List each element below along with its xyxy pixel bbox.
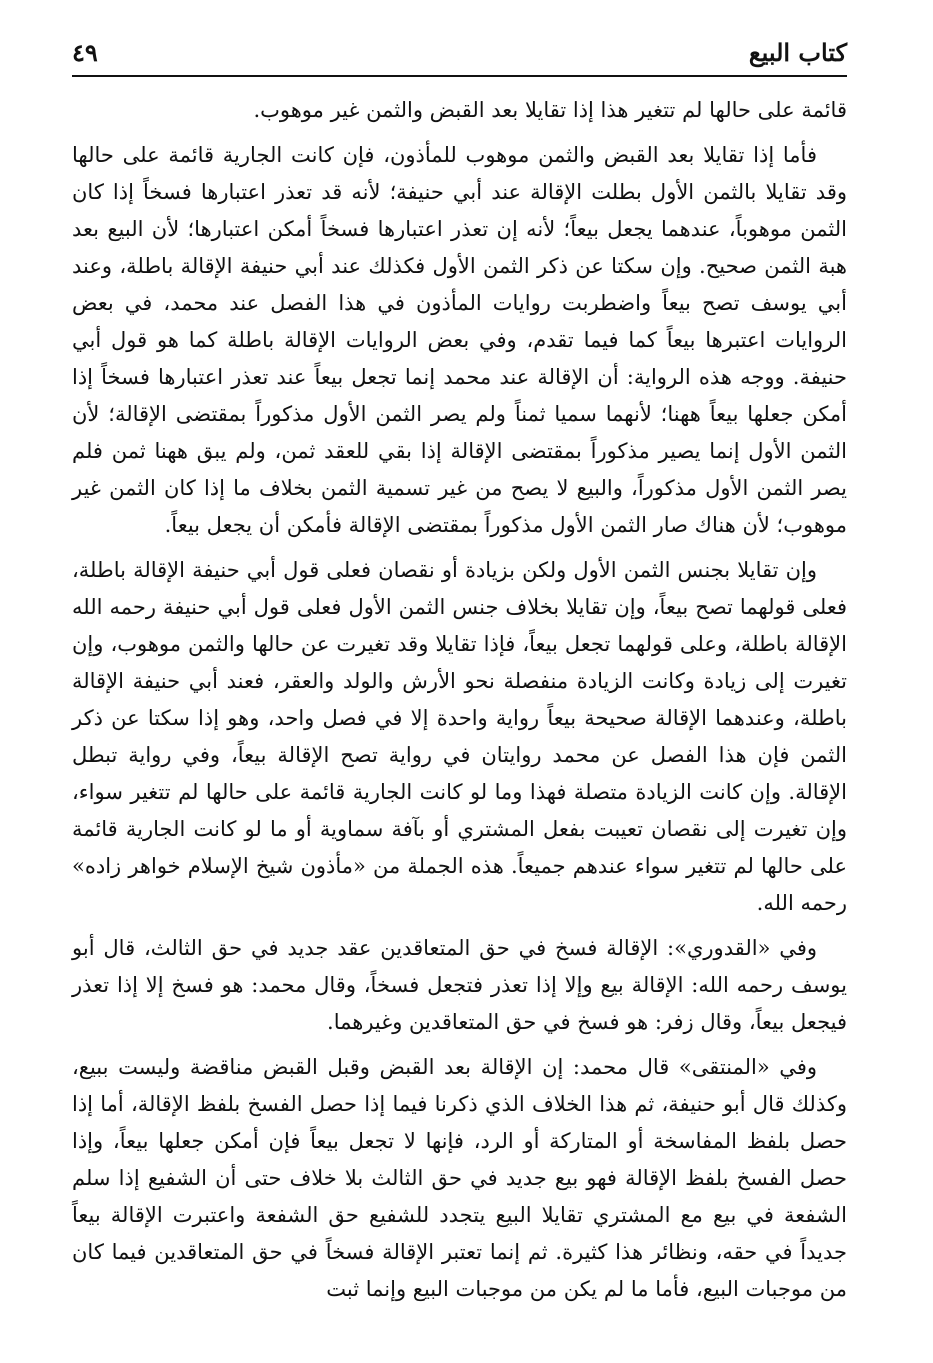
paragraph-5: وفي «المنتقى» قال محمد: إن الإقالة بعد القبض وقبل القبض مناقضة وليست ببيع، وكذلك قال أبو حنيفة، ثم هذا الخلاف الذي ذكرنا فيما إذا حصل الفسخ بلفظ الإقالة، أما إذا حصل بلفظ المفاسخة أو المتاركة أو الرد، فإنها لا تجعل بيعاً فإن أمكن جعلها بيعاً، وإذا حصل الفسخ بلفظ الإقالة فهو بيع جديد في حق الثالث بلا خلاف حتى أن الشفيع إذا سلم الشفعة في بيع مع المشتري تقايلا البيع يتجدد للشفيع حق الشفعة واعتبرت الإقالة بيعاً جديداً في حقه، ونظائر هذا كثيرة. ثم إنما تعتبر الإقالة فسخاً في حق المتعاقدين فيما كان من موجبات البيع، فأما ما لم يكن من موجبات البيع وإنما ثبت bbox=[72, 1055, 847, 1301]
paragraph-1: قائمة على حالها لم تتغير هذا إذا تقايلا بعد القبض والثمن غير موهوب. bbox=[253, 98, 847, 122]
paragraph-3: وإن تقايلا بجنس الثمن الأول ولكن بزيادة أو نقصان فعلى قول أبي حنيفة الإقالة باطلة، فعلى قولهما تصح بيعاً، وإن تقايلا بخلاف جنس الثمن الأول فعلى قول أبي حنيفة رحمه الله الإقالة باطلة، وعلى قولهما تجعل بيعاً، فإذا تقايلا وقد تغيرت عن حالها والثمن موهوب، وإن تغيرت إلى زيادة وكانت الزيادة منفصلة نحو الأرش والولد والعقر، فعند أبي حنيفة الإقالة باطلة، وعندهما الإقالة صحيحة بيعاً رواية واحدة إلا في فصل واحد، وهو إذا سكتا عن ذكر الثمن فإن هذا الفصل عن محمد روايتان في رواية تصح الإقالة بيعاً، وفي رواية تبطل الإقالة. وإن كانت الزيادة متصلة فهذا وما لو كانت الجارية قائمة على حالها لم تتغير سواء، وإن تغيرت إلى نقصان تعيبت بفعل المشتري أو بآفة سماوية أو ما لو كانت الجارية قائمة على حالها لم تتغير سواء عندهم جميعاً. هذه الجملة من «مأذون شيخ الإسلام خواهر زاده» رحمه الله. bbox=[72, 558, 847, 915]
page-number: ٤٩ bbox=[72, 38, 98, 67]
chapter-title: كتاب البيع bbox=[748, 38, 847, 67]
paragraph-4: وفي «القدوري»: الإقالة فسخ في حق المتعاقدين عقد جديد في حق الثالث، قال أبو يوسف رحمه الله: الإقالة بيع وإلا إذا تعذر فتجعل فسخاً، وقال محمد: هو فسخ إلا إذا تعذر فيجعل بيعاً، وقال زفر: هو فسخ في حق المتعاقدين وغيرهما. bbox=[72, 936, 847, 1034]
page-body bbox=[72, 92, 847, 1316]
paragraph-2: فأما إذا تقايلا بعد القبض والثمن موهوب للمأذون، فإن كانت الجارية قائمة على حالها وقد تقايلا بالثمن الأول بطلت الإقالة عند أبي حنيفة؛ لأنه قد تعذر اعتبارها فسخاً إذا كان الثمن موهوباً، عندهما يجعل بيعاً؛ لأنه إن تعذر اعتبارها فسخاً أمكن اعتبارها؛ لأن البيع بعد هبة الثمن صحيح. وإن سكتا عن ذكر الثمن الأول فكذلك عند أبي حنيفة الإقالة باطلة، وعند أبي يوسف تصح بيعاً واضطربت روايات المأذون في هذا الفصل عند محمد، في بعض الروايات اعتبرها بيعاً كما فيما تقدم، وفي بعض الروايات الإقالة باطلة كما هو قول أبي حنيفة. ووجه هذه الرواية: أن الإقالة عند محمد إنما تجعل بيعاً عند تعذر اعتبارها فسخاً إذا أمكن جعلها بيعاً ههنا؛ لأنهما سميا ثمناً ولم يصر الثمن الأول مذكوراً بمقتضى الإقالة؛ لأن الثمن الأول إنما يصير مذكوراً بمقتضى الإقالة إذا بقي للعقد ثمن، ولم يبق ههنا ثمن فلم يصر الثمن الأول مذكوراً، والبيع لا يصح من غير تسمية الثمن بخلاف ما إذا كان الثمن غير موهوب؛ لأن هناك صار الثمن الأول مذكوراً بمقتضى الإقالة فأمكن أن يجعل بيعاً. bbox=[72, 143, 847, 537]
header-rule bbox=[72, 75, 847, 77]
book-page bbox=[72, 30, 847, 1355]
running-header bbox=[72, 30, 847, 66]
